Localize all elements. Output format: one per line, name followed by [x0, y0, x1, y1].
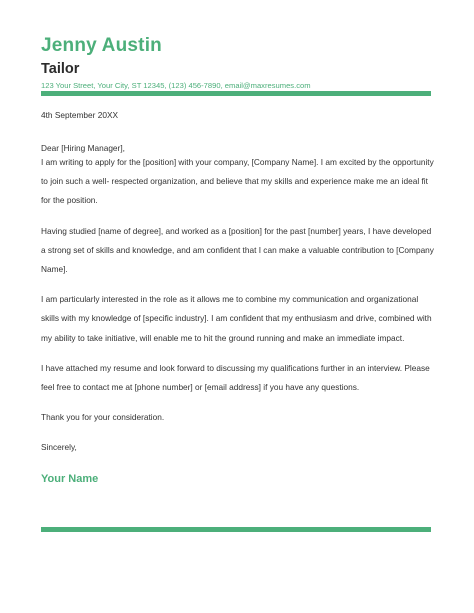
letter-body [41, 143, 436, 458]
salutation: Dear [Hiring Manager], [41, 143, 125, 153]
paragraph-thanks: Thank you for your consideration. [41, 412, 165, 423]
closing: Sincerely, [41, 442, 77, 453]
header-divider [41, 91, 431, 96]
letter-date: 4th September 20XX [41, 110, 119, 120]
paragraph-contact: I have attached my resume and look forward to discussing my qualifications further in an interview. Please feel free to contact me at [phone number] or [email address] if you have any questions. [41, 362, 430, 393]
footer-divider [41, 527, 431, 532]
contact-info: 123 Your Street, Your City, ST 12345, (123) 456-7890, email@maxresumes.com [41, 81, 311, 90]
signature-name: Your Name [41, 473, 99, 485]
paragraph-interest: I am particularly interested in the role as it allows me to combine my communication and organizational skills with my knowledge of [specific industry]. I am confident that my enthusiasm and drive, combined with my ability to take initiative, will enable me to hit the ground running and make an immediate impact. [41, 294, 432, 343]
paragraph-intro: I am writing to apply for the [position] with your company, [Company Name]. I am excited by the opportunity to join such a well- respected organization, and believe that my skills and experience make me an ideal fit for the position. [41, 157, 434, 206]
applicant-name: Jenny Austin [41, 35, 162, 56]
paragraph-experience: Having studied [name of degree], and worked as a [position] for the past [number] years, I have developed a strong set of skills and knowledge, and am confident that I can make a valuable contribution to [Company Name]. [41, 225, 434, 275]
job-title: Tailor [41, 61, 80, 77]
